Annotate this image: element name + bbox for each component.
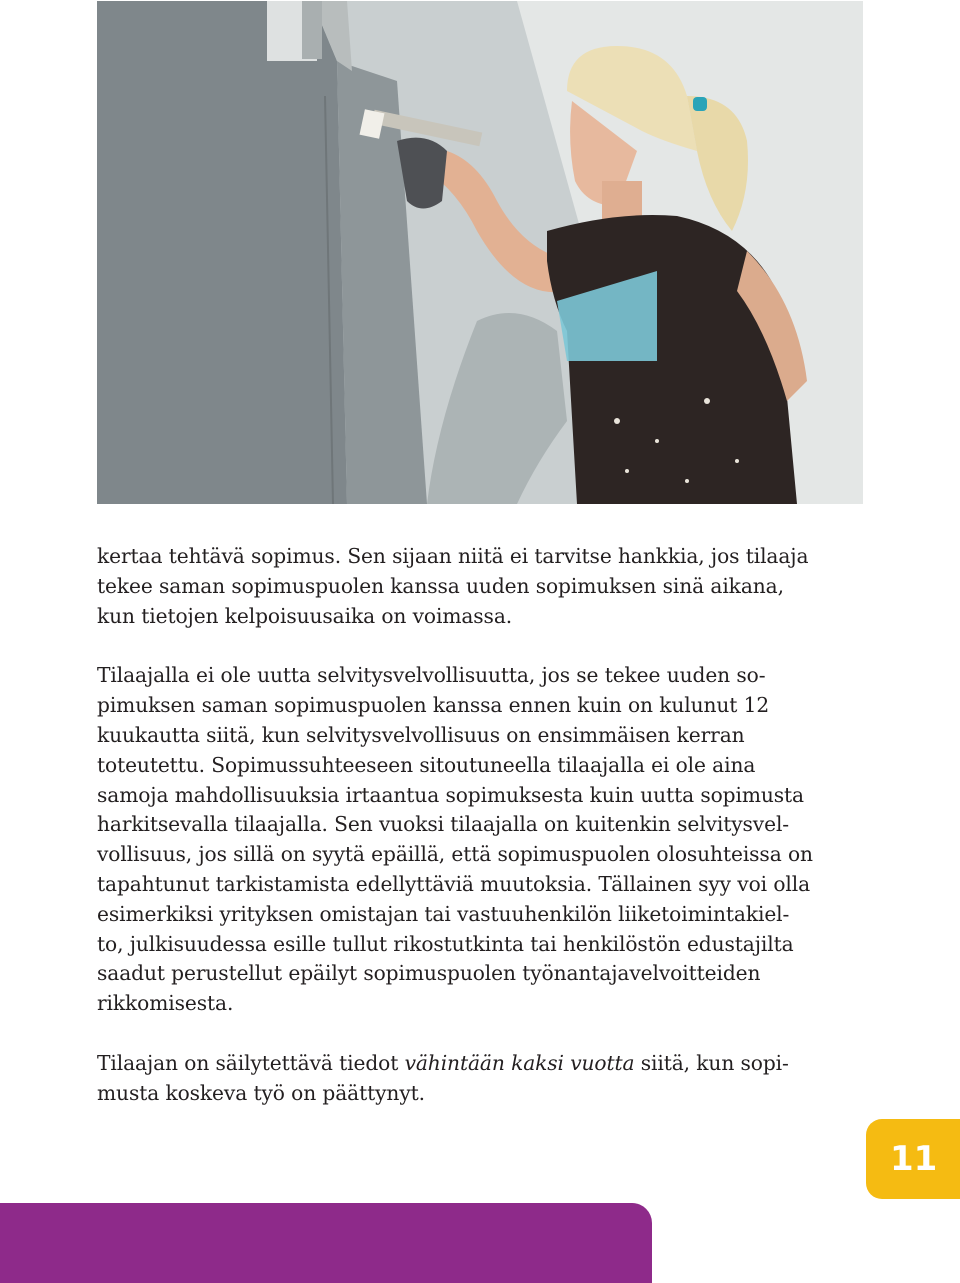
text-line: pimuksen saman sopimuspuolen kanssa ennen kuin on kulunut 12 <box>97 693 770 718</box>
text-line: samoja mahdollisuuksia irtaantua sopimuksesta kuin uutta sopimusta <box>97 782 804 807</box>
paragraph-3 <box>97 1049 865 1109</box>
text-line: musta koskeva työ on päättynyt. <box>97 1080 425 1105</box>
text-line: tapahtunut tarkistamista edellyttäviä muutoksia. Tällainen syy voi olla <box>97 871 811 896</box>
text-line: to, julkisuudessa esille tullut rikostutkinta tai henkilöstön edustajilta <box>97 931 794 956</box>
text-line: rikkomisesta. <box>97 991 234 1016</box>
paragraph-2 <box>97 661 865 1019</box>
text-line: toteutettu. Sopimussuhteeseen sitoutuneella tilaajalla ei ole aina <box>97 752 756 777</box>
text-segment: Tilaajan on säilytettävä tiedot <box>97 1050 405 1075</box>
photo-woman-painting-wall <box>97 1 863 504</box>
text-line <box>97 1049 865 1079</box>
paragraph-1 <box>97 542 865 631</box>
page-number: 11 <box>866 1119 960 1199</box>
text-line: esimerkiksi yrityksen omistajan tai vastuuhenkilön liiketoimintakiel- <box>97 901 790 926</box>
text-segment: siitä, kun sopi- <box>634 1050 789 1075</box>
text-line: kuukautta siitä, kun selvitysvelvollisuus on ensimmäisen kerran <box>97 722 745 747</box>
text-line: Tilaajalla ei ole uutta selvitysvelvollisuutta, jos se tekee uuden so- <box>97 663 766 688</box>
text-line: kun tietojen kelpoisuusaika on voimassa. <box>97 603 513 628</box>
text-line: saadut perustellut epäilyt sopimuspuolen työnantajavelvoitteiden <box>97 961 761 986</box>
footer-band <box>0 1203 652 1283</box>
text-line: tekee saman sopimuspuolen kanssa uuden sopimuksen sinä aikana, <box>97 573 784 598</box>
photo-illustration <box>97 1 863 504</box>
body-text <box>97 542 865 1139</box>
text-line: kertaa tehtävä sopimus. Sen sijaan niitä ei tarvitse hankkia, jos tilaaja <box>97 544 809 568</box>
emphasis-text: vähintään kaksi vuotta <box>404 1050 635 1075</box>
text-line: vollisuus, jos sillä on syytä epäillä, että sopimuspuolen olosuhteissa on <box>97 842 813 867</box>
text-line: harkitsevalla tilaajalla. Sen vuoksi tilaajalla on kuitenkin selvitysvel- <box>97 812 790 837</box>
